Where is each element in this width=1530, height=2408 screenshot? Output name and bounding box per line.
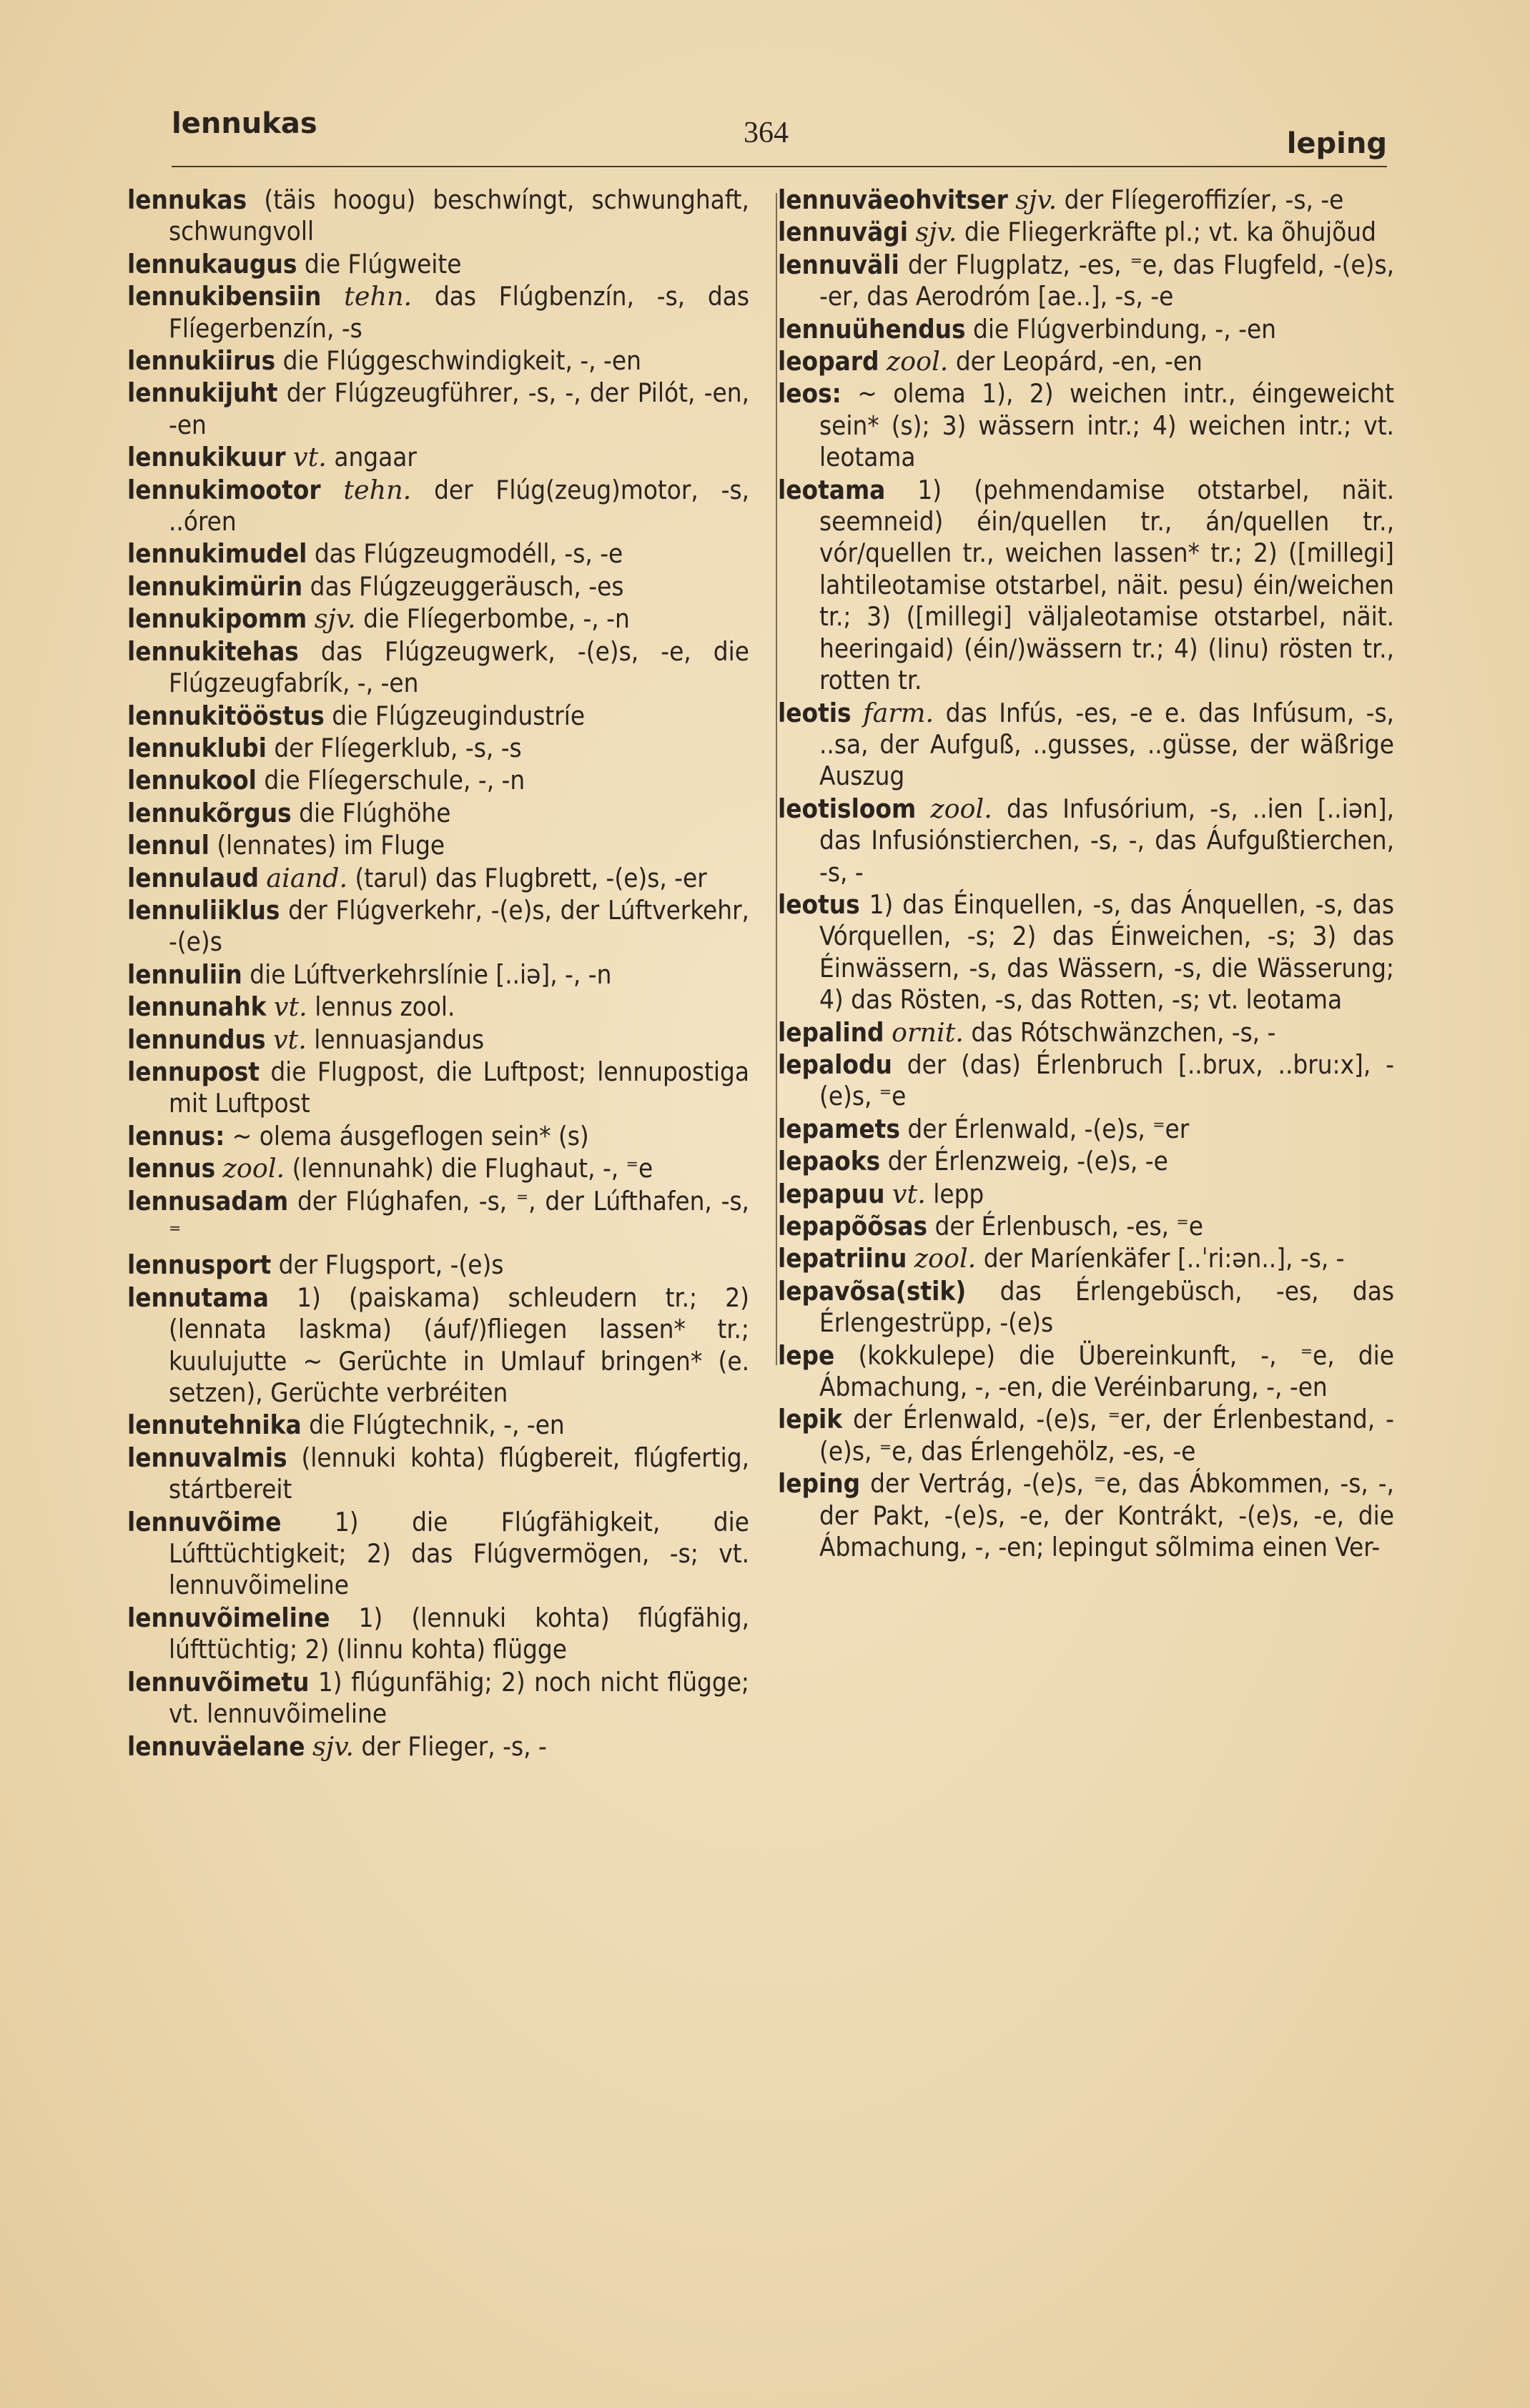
entry-definition: der Vertrág, -(e)s, ⁼e, das Ábkommen, -s, -, der Pakt, -(e)s, -e, der Kontrákt, -(e)s, -e, die Ábmachung, -, -en; lepingut sõlmima einen Ver- xyxy=(819,1468,1394,1563)
entry-definition: der Érlenwald, -(e)s, ⁼er, der Érlenbestand, -(e)s, ⁼e, das Érlengehölz, -es, -e xyxy=(819,1404,1394,1467)
entry-definition: (lennates) im Fluge xyxy=(217,830,445,861)
dictionary-entry xyxy=(778,1017,1394,1049)
entry-headword: lennuliin xyxy=(127,958,242,990)
entry-label: vt. xyxy=(892,1178,926,1209)
entry-definition: angaar xyxy=(334,442,417,473)
entry-headword: lennuvägi xyxy=(778,217,908,248)
entry-label: ornit. xyxy=(892,1016,964,1048)
entry-definition: der Flíegerklub, -s, -s xyxy=(274,732,522,763)
dictionary-entry xyxy=(127,377,749,441)
entry-definition: die Flúggeschwindigkeit, -, -en xyxy=(282,345,641,377)
entry-definition: der Flieger, -s, - xyxy=(361,1730,547,1762)
entry-label: aiand. xyxy=(266,862,348,893)
entry-definition: der (das) Érlenbruch [..brux, ..bru:x], -(e)s, ⁼e xyxy=(819,1049,1394,1112)
dictionary-entry xyxy=(127,959,749,991)
dictionary-entry xyxy=(127,249,749,280)
entry-label: sjv. xyxy=(312,1730,354,1762)
dictionary-entry xyxy=(127,1442,749,1506)
entry-definition: 1) (pehmendamise otstarbel, näit. seemneid) éin/quellen tr., án/quellen tr., vór/quellen tr., weichen lassen* tr.; 2) ([millegi] lahtileotamise otstarbel, näit. pesu) éin/weichen tr.; 3) ([millegi] väljaleotamise otstarbel, näit. heeringaid) (éin/)wässern tr.; 4) (linu) rösten tr., rotten tr. xyxy=(819,474,1394,696)
entry-definition: das Infusórium, -s, ..ien [..iən], das Infusiónstierchen, -s, -, das Áufgußtierchen, -s, - xyxy=(819,793,1394,888)
entry-definition: der Flíegeroffizíer, -s, -e xyxy=(1064,184,1344,215)
dictionary-entry xyxy=(778,346,1394,377)
entry-headword: lennukitehas xyxy=(127,635,299,667)
page-number: 364 xyxy=(744,117,789,149)
entry-definition: ~ olema áusgeflogen sein* (s) xyxy=(232,1120,589,1151)
entry-headword: lennukitööstus xyxy=(127,700,325,731)
entry-definition: die Flíegerschule, -, -n xyxy=(264,765,525,796)
entry-headword: leotis xyxy=(778,697,852,728)
entry-headword: lennuvõime xyxy=(127,1506,282,1537)
entry-definition: (lennunahk) die Flughaut, -, ⁼e xyxy=(292,1153,653,1184)
dictionary-entry xyxy=(778,1404,1394,1467)
entry-definition: das Infús, -es, -e e. das Infúsum, -s, ..sa, der Aufguß, ..gusses, ..güsse, der wäßrige Auszug xyxy=(819,697,1394,792)
entry-definition: lepp xyxy=(933,1178,984,1209)
dictionary-entry xyxy=(127,475,749,538)
entry-headword: lennukimudel xyxy=(127,538,307,570)
entry-label: vt. xyxy=(272,1024,307,1055)
entry-definition: die Flúgweite xyxy=(304,248,462,279)
running-head-left: lennukas xyxy=(172,107,317,140)
entry-headword: leping xyxy=(778,1468,861,1500)
right-column xyxy=(778,184,1394,1564)
entry-headword: lennuvõimeline xyxy=(127,1602,330,1633)
dictionary-entry xyxy=(127,1153,749,1184)
entry-label: vt. xyxy=(293,442,327,473)
entry-headword: lennuväeohvitser xyxy=(778,184,1008,215)
header-rule xyxy=(172,166,1387,167)
dictionary-entry xyxy=(778,249,1394,313)
dictionary-entry xyxy=(127,345,749,377)
dictionary-entry xyxy=(127,1024,749,1056)
dictionary-entry xyxy=(778,184,1394,216)
entry-label: zool. xyxy=(222,1153,285,1184)
running-head-right: leping xyxy=(1286,127,1387,160)
entry-headword: lepik xyxy=(778,1404,843,1435)
dictionary-entry xyxy=(778,1049,1394,1113)
entry-headword: lennukaugus xyxy=(127,248,297,279)
entry-label: sjv. xyxy=(1015,184,1057,215)
column-divider xyxy=(776,193,777,1365)
dictionary-entry xyxy=(127,798,749,829)
entry-definition: die Flúgzeugindustríe xyxy=(332,700,586,731)
entry-label: vt. xyxy=(273,991,307,1023)
entry-headword: leotisloom xyxy=(778,793,917,824)
entry-headword: lennunahk xyxy=(127,991,267,1023)
entry-definition: das Flúgzeugmodéll, -s, -e xyxy=(314,538,623,570)
entry-label: farm. xyxy=(863,697,934,728)
entry-definition: der Flúg(zeug)motor, -s, ..óren xyxy=(169,474,749,537)
entry-definition: lennuasjandus xyxy=(314,1024,485,1055)
entry-headword: lennusport xyxy=(127,1249,272,1281)
entry-headword: lennuklubi xyxy=(127,732,267,763)
dictionary-entry xyxy=(127,1282,749,1409)
entry-headword: lennukikuur xyxy=(127,442,286,473)
dictionary-entry xyxy=(127,1409,749,1441)
entry-definition: die Fliegerkräfte pl.; vt. ka õhujõud xyxy=(964,217,1376,248)
entry-definition: der Flugsport, -(e)s xyxy=(278,1249,504,1281)
dictionary-entry xyxy=(778,698,1394,793)
entry-headword: lennukimürin xyxy=(127,570,303,602)
dictionary-entry xyxy=(127,895,749,958)
entry-headword: lennuliiklus xyxy=(127,894,280,926)
dictionary-entry xyxy=(127,863,749,894)
dictionary-entry xyxy=(778,889,1394,1016)
entry-headword: lepaoks xyxy=(778,1146,881,1177)
entry-definition: 1) die Flúgfähigkeit, die Lúfttüchtigkeit; 2) das Flúgvermögen, -s; vt. lennuvõimeline xyxy=(169,1506,749,1601)
entry-label: zool. xyxy=(914,1243,977,1274)
entry-definition: die Flúgtechnik, -, -en xyxy=(309,1409,565,1441)
entry-definition: das Flúgbenzín, -s, das Flíegerbenzín, -s xyxy=(169,281,749,344)
entry-headword: lepalind xyxy=(778,1016,884,1048)
entry-headword: lepapuu xyxy=(778,1178,885,1209)
entry-headword: lennukiirus xyxy=(127,345,276,377)
entry-label: zool. xyxy=(886,346,949,377)
entry-headword: lennuväelane xyxy=(127,1730,305,1762)
entry-definition: das Érlengebüsch, -es, das Érlengestrüpp, -(e)s xyxy=(819,1275,1394,1339)
entry-headword: lennusadam xyxy=(127,1185,289,1217)
entry-label: sjv. xyxy=(915,217,957,248)
dictionary-entry xyxy=(778,314,1394,345)
entry-headword: lennupost xyxy=(127,1056,260,1087)
entry-definition: der Érlenwald, -(e)s, ⁼er xyxy=(907,1113,1190,1144)
entry-headword: lepavõsa(stik) xyxy=(778,1275,967,1307)
dictionary-entry xyxy=(778,378,1394,473)
entry-headword: lennus: xyxy=(127,1120,225,1151)
entry-definition: die Flíegerbombe, -, -n xyxy=(363,603,630,635)
entry-headword: lennukool xyxy=(127,765,257,796)
dictionary-entry xyxy=(127,571,749,603)
entry-definition: der Leopárd, -en, -en xyxy=(955,346,1203,377)
dictionary-entry xyxy=(127,830,749,861)
entry-headword: lepapõõsas xyxy=(778,1211,928,1242)
dictionary-entry xyxy=(127,733,749,764)
entry-definition: ~ olema 1), 2) weichen intr., éingeweicht sein* (s); 3) wässern intr.; 4) weichen intr.; vt. leotama xyxy=(819,378,1394,473)
entry-headword: lennus xyxy=(127,1153,216,1184)
dictionary-entry xyxy=(127,184,749,248)
entry-definition: 1) das Éinquellen, -s, das Ánquellen, -s, das Vórquellen, -s; 2) das Éinweichen, -s; 3) das Éinwässern, -s, das Wässern, -s, die Wässerung; 4) das Rösten, -s, das Rotten, -s; vt. leotama xyxy=(819,888,1394,1016)
entry-definition: lennus zool. xyxy=(315,991,455,1023)
entry-headword: lennundus xyxy=(127,1024,266,1055)
entry-headword: lennukas xyxy=(127,184,247,215)
entry-headword: leotama xyxy=(778,474,886,505)
entry-headword: lennul xyxy=(127,830,209,861)
dictionary-entry xyxy=(127,765,749,796)
entry-headword: leos: xyxy=(778,378,842,410)
entry-definition: das Rótschwänzchen, -s, - xyxy=(971,1016,1276,1048)
entry-definition: (kokkulepe) die Übereinkunft, -, ⁼e, die Ábmachung, -, -en, die Veréinbarung, -, -en xyxy=(819,1339,1394,1403)
dictionary-entry xyxy=(778,1243,1394,1274)
entry-definition: der Flugplatz, -es, ⁼e, das Flugfeld, -(e)s, -er, das Aerodróm [ae..], -s, -e xyxy=(819,249,1394,312)
entry-definition: das Flúgzeugwerk, -(e)s, -e, die Flúgzeugfabrík, -, -en xyxy=(169,635,749,699)
dictionary-entry xyxy=(778,1468,1394,1563)
entry-definition: 1) (paiskama) schleudern tr.; 2) (lennata laskma) (áuf/)fliegen lassen* tr.; kuulujutte ~ Gerüchte in Umlauf bringen* (e. setzen), Gerüchte verbréiten xyxy=(169,1282,749,1409)
entry-label: tehn. xyxy=(344,281,413,312)
dictionary-entry xyxy=(127,603,749,635)
entry-headword: lennutama xyxy=(127,1282,269,1313)
entry-definition: (tarul) das Flugbrett, -(e)s, -er xyxy=(355,862,707,893)
dictionary-entry xyxy=(127,1056,749,1120)
entry-definition: der Flúgzeugführer, -s, -, der Pilót, -en, -en xyxy=(169,377,749,440)
entry-headword: lepalodu xyxy=(778,1049,892,1080)
entry-definition: (lennuki kohta) flúgbereit, flúgfertig, stártbereit xyxy=(169,1442,749,1505)
dictionary-entry xyxy=(778,1340,1394,1404)
entry-definition: das Flúgzeuggeräusch, -es xyxy=(310,570,624,602)
entry-definition: der Flúgverkehr, -(e)s, der Lúftverkehr, -(e)s xyxy=(169,894,749,958)
entry-headword: lennukõrgus xyxy=(127,797,292,828)
dictionary-entry xyxy=(778,217,1394,248)
entry-definition: 1) (lennuki kohta) flúgfähig, lúfttüchtig; 2) (linnu kohta) flügge xyxy=(169,1602,749,1665)
entry-definition: (täis hoogu) beschwíngt, schwunghaft, schwungvoll xyxy=(169,184,749,247)
dictionary-entry xyxy=(127,1186,749,1249)
dictionary-entry xyxy=(127,538,749,570)
entry-headword: lennukipomm xyxy=(127,603,307,635)
dictionary-entry xyxy=(778,1114,1394,1145)
entry-headword: lennukimootor xyxy=(127,474,321,505)
entry-headword: lepe xyxy=(778,1339,835,1371)
entry-headword: lennuvalmis xyxy=(127,1442,287,1473)
entry-headword: leopard xyxy=(778,346,879,377)
dictionary-entry xyxy=(127,991,749,1023)
dictionary-entry xyxy=(778,475,1394,697)
entry-definition: die Flúgverbindung, -, -en xyxy=(972,313,1276,345)
entry-headword: lennuväli xyxy=(778,249,899,280)
dictionary-entry xyxy=(778,1211,1394,1242)
dictionary-entry xyxy=(127,1602,749,1666)
dictionary-entry xyxy=(127,636,749,700)
entry-label: sjv. xyxy=(314,603,356,635)
entry-definition: die Lúftverkehrslínie [..iə], -, -n xyxy=(250,958,612,990)
entry-headword: lennutehnika xyxy=(127,1409,302,1441)
entry-label: zool. xyxy=(930,793,992,824)
dictionary-entry xyxy=(778,793,1394,888)
entry-definition: der Érlenzweig, -(e)s, -e xyxy=(887,1146,1168,1177)
dictionary-entry xyxy=(127,700,749,732)
entry-definition: die Flugpost, die Luftpost; lennupostiga mit Luftpost xyxy=(169,1056,749,1119)
left-column xyxy=(127,184,749,1763)
entry-definition: die Flúghöhe xyxy=(299,797,451,828)
entry-definition: der Flúghafen, -s, ⁼, der Lúfthafen, -s, ⁼ xyxy=(169,1185,749,1248)
dictionary-entry xyxy=(778,1179,1394,1210)
dictionary-entry xyxy=(778,1146,1394,1177)
dictionary-entry xyxy=(127,1507,749,1602)
entry-label: tehn. xyxy=(343,474,412,505)
entry-headword: lepamets xyxy=(778,1113,900,1144)
entry-headword: lennuühendus xyxy=(778,313,966,345)
entry-definition: der Érlenbusch, -es, ⁼e xyxy=(934,1211,1203,1242)
dictionary-entry xyxy=(778,1276,1394,1339)
dictionary-entry xyxy=(127,1667,749,1730)
entry-headword: lepatriinu xyxy=(778,1243,907,1274)
dictionary-entry xyxy=(127,442,749,473)
dictionary-entry xyxy=(127,281,749,345)
entry-definition: der Maríenkäfer [..ˈri:ən..], -s, - xyxy=(983,1243,1345,1274)
dictionary-entry xyxy=(127,1249,749,1281)
entry-headword: leotus xyxy=(778,888,860,920)
entry-headword: lennuvõimetu xyxy=(127,1666,310,1698)
entry-headword: lennulaud xyxy=(127,862,259,893)
entry-headword: lennukibensiin xyxy=(127,281,322,312)
dictionary-entry xyxy=(127,1121,749,1152)
entry-definition: 1) flúgunfähig; 2) noch nicht flügge; vt. lennuvõimeline xyxy=(169,1666,749,1730)
entry-headword: lennukijuht xyxy=(127,377,278,409)
dictionary-entry xyxy=(127,1731,749,1763)
